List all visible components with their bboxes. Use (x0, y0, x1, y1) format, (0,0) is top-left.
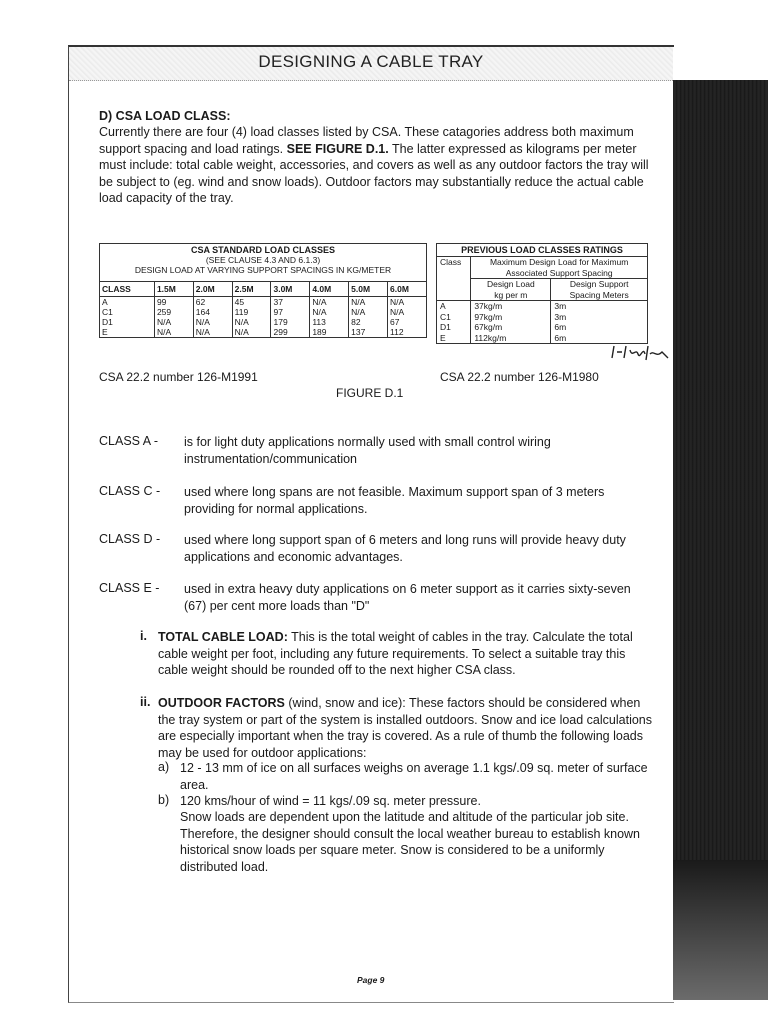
table-row (100, 317, 427, 327)
sub-item-letter: b) (158, 793, 170, 807)
table-cell: 3m (551, 301, 648, 312)
prev-col2-header (551, 279, 648, 301)
table-cell: 189 (310, 327, 349, 338)
table-cell: 62 (193, 297, 232, 308)
table-cell: E (440, 332, 446, 343)
table-cell: N/A (154, 327, 193, 338)
table-cell: 299 (271, 327, 310, 338)
prev-col1-header-1: Design Load (486, 279, 535, 289)
table-cell: N/A (349, 297, 388, 308)
page-title: DESIGNING A CABLE TRAY (258, 52, 484, 71)
class-d-description: used where long support span of 6 meters and long runs will provide heavy duty applications and economic advantages. (184, 533, 626, 564)
class-e-description: used in extra heavy duty applications on 6 meter support as it carries sixty-seven (67) per cent more loads than "D" (184, 582, 631, 613)
column-header: 6.0M (388, 282, 427, 297)
csa-table-subtitle-2: DESIGN LOAD AT VARYING SUPPORT SPACINGS IN KG/METER (134, 265, 392, 275)
section-heading: D) CSA LOAD CLASS: (99, 109, 231, 123)
intro-paragraph (99, 124, 659, 207)
column-header: 2.0M (193, 282, 232, 297)
table-cell: 37kg/m (471, 301, 551, 312)
table-row (100, 327, 427, 338)
class-e-label: CLASS E - (99, 581, 160, 595)
table-cell: N/A (193, 327, 232, 338)
table-cell: 112kg/m (471, 333, 551, 344)
sub-item-letter: a) (158, 760, 170, 774)
intro-text-2: The latter expressed as kilograms per meter must include: total cable weight, accessories, and covers as well as any outdoor factors the tray will be subject to (eg. wind and snow loads). Outdoor factors may substantially reduce the actual cable load capacity of the tray. (99, 141, 649, 205)
class-c-label: CLASS C - (99, 484, 161, 498)
table-cell: 67 (390, 317, 400, 327)
prev-col1-header (471, 279, 551, 301)
class-c-description: used where long spans are not feasible. Maximum support span of 3 meters providing for normal applications. (184, 485, 605, 516)
table-cell: 6m (551, 322, 648, 333)
table-cell: N/A (154, 317, 193, 327)
table-cell: 82 (349, 317, 388, 327)
table-cell: 112 (390, 327, 404, 337)
page-number: Page 9 (357, 975, 385, 985)
table-cell: C1 (100, 307, 155, 317)
table-cell: 137 (349, 327, 388, 338)
prev-table-title: PREVIOUS LOAD CLASSES RATINGS (437, 244, 648, 257)
handwritten-signature (610, 336, 670, 366)
table-cell: 99 (154, 297, 193, 308)
prev-col1-header-2: kg per m (494, 289, 528, 300)
table-row (100, 307, 427, 317)
table-cell: 6m (551, 333, 648, 344)
table-cell: N/A (232, 317, 271, 327)
item-number: i. (140, 629, 147, 643)
table-cell: 259 (154, 307, 193, 317)
table-cell: 45 (232, 297, 271, 308)
total-cable-load-paragraph (158, 629, 658, 679)
table-cell: 179 (271, 317, 310, 327)
csa-standard-load-table (99, 243, 427, 338)
csa-table-header-row (100, 282, 427, 297)
table-row (437, 322, 648, 333)
column-header: 4.0M (310, 282, 349, 297)
previous-load-classes-table (436, 243, 648, 344)
intro-figure-ref: SEE FIGURE D.1. (286, 141, 389, 156)
table-cell: A (100, 297, 155, 308)
table-cell: 37 (271, 297, 310, 308)
table-row (437, 312, 648, 323)
table-cell: 97 (271, 307, 310, 317)
table-cell: N/A (232, 327, 271, 338)
outdoor-factors-paragraph (158, 695, 658, 761)
intro-text-1: Currently there are four (4) load classes listed by CSA. These catagories address both maximum support spacing and load ratings. (99, 125, 634, 156)
table-cell: N/A (390, 307, 405, 317)
class-a-label: CLASS A - (99, 434, 159, 448)
class-d-label: CLASS D - (99, 532, 161, 546)
prev-col2-header-2: Spacing Meters (569, 289, 629, 300)
item-body: This is the total weight of cables in the tray. Calculate the total cable weight per foot, including any future requirements. To select a suitable tray this cable weight should be rounded off to the next higher CSA class. (158, 630, 633, 677)
table-row (437, 301, 648, 312)
item-body: (wind, snow and ice): These factors should be considered when the tray system or part of the system is installed outdoors. Snow and ice load calculations are especially important when the tray is covered. As a rule of thumb the following loads may be used for outdoor applications: (158, 696, 652, 760)
snow-load-note: Snow loads are dependent upon the latitude and altitude of the particular job site. Therefore, the designer should consult the local weather bureau to establish known historical snow loads per square meter. Snow is considered to be a uniformly distributed load. (180, 810, 641, 874)
table-cell: N/A (349, 307, 388, 317)
sub-item-text: 12 - 13 mm of ice on all surfaces weighs on average 1.1 kgs/.09 sq. meter of surface area. (180, 761, 648, 792)
table-cell: N/A (310, 307, 349, 317)
item-heading: OUTDOOR FACTORS (158, 696, 285, 710)
prev-col2-header-1: Design Support (569, 279, 629, 289)
prev-group-header-2: Associated Support Spacing (471, 268, 648, 279)
column-header: 3.0M (271, 282, 310, 297)
sub-item-text: 120 kms/hour of wind = 11 kgs/.09 sq. meter pressure. (180, 794, 481, 808)
table-cell: 119 (232, 307, 271, 317)
table-cell: 67kg/m (471, 322, 551, 333)
column-header: 1.5M (154, 282, 193, 297)
prev-group-header-1: Maximum Design Load for Maximum (471, 257, 648, 268)
table-cell: D1 (100, 317, 155, 327)
csa-reference-1991: CSA 22.2 number 126-M1991 (99, 370, 258, 384)
table-cell: C1 (440, 311, 451, 322)
csa-reference-1980: CSA 22.2 number 126-M1980 (440, 370, 599, 384)
table-cell: N/A (193, 317, 232, 327)
prev-class-header: Class (437, 257, 471, 301)
column-header: 5.0M (349, 282, 388, 297)
table-cell: D1 (440, 322, 451, 332)
class-a-description: is for light duty applications normally used with small control wiring instrumentation/communication (184, 435, 551, 466)
table-cell: 97kg/m (471, 312, 551, 323)
scan-margin-shadow (673, 80, 768, 1000)
figure-label: FIGURE D.1 (336, 386, 404, 400)
table-cell: 3m (551, 312, 648, 323)
table-cell: N/A (310, 297, 349, 308)
column-header: CLASS (100, 282, 155, 297)
table-row (100, 297, 427, 308)
column-header: 2.5M (232, 282, 271, 297)
csa-table-title: CSA STANDARD LOAD CLASSES (190, 245, 335, 255)
table-cell: 164 (193, 307, 232, 317)
table-cell: A (440, 301, 446, 311)
table-cell: N/A (390, 297, 405, 307)
item-heading: TOTAL CABLE LOAD: (158, 630, 288, 644)
csa-table-subtitle: (SEE CLAUSE 4.3 AND 6.1.3) (205, 255, 321, 265)
table-cell: E (100, 327, 155, 338)
table-cell: 113 (310, 317, 349, 327)
item-number: ii. (140, 695, 151, 709)
